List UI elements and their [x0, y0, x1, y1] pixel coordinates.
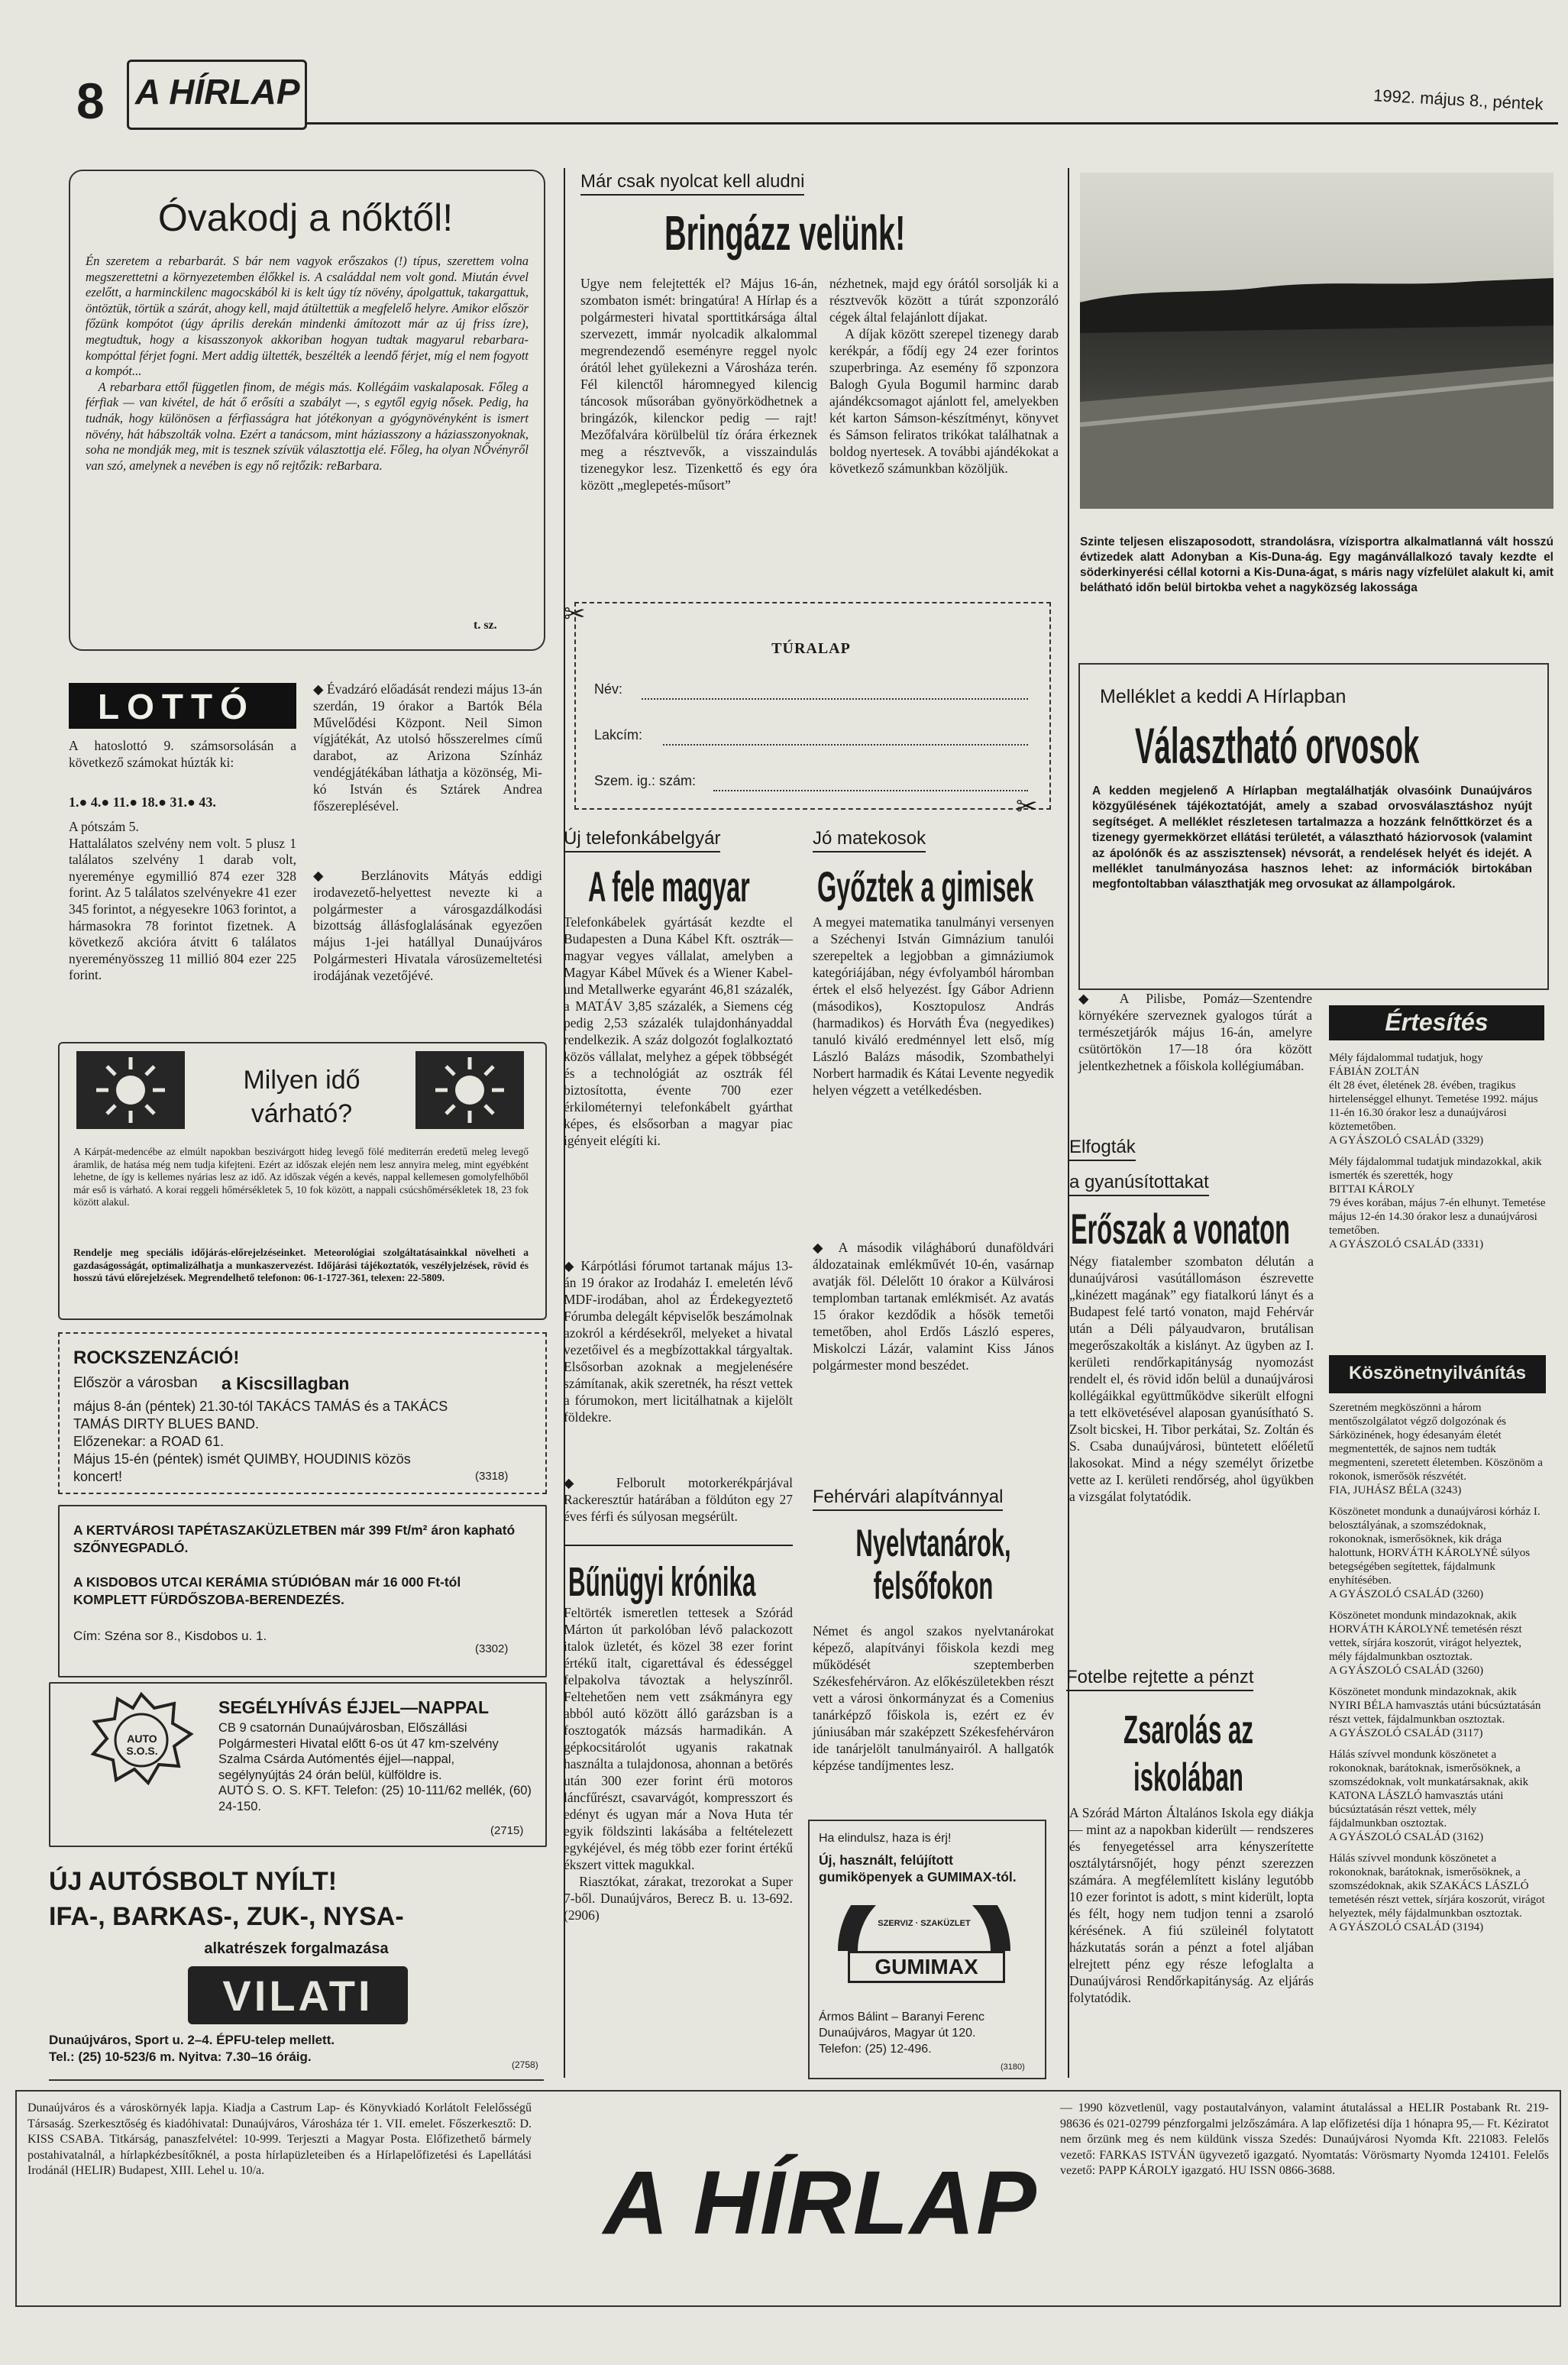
- koszonet-banner: [1329, 1355, 1546, 1393]
- bringazz-kicker: Már csak nyolcat kell aludni: [580, 171, 804, 196]
- gumimax-logo-text: GUMIMAX: [848, 1951, 1005, 1983]
- telefonkabel-kicker: Új telefonkábelgyár: [564, 828, 720, 852]
- header-rule: [306, 122, 1558, 125]
- erdoszak-kicker2: a gyanúsítottakat: [1069, 1172, 1209, 1196]
- header-date: 1992. május 8., péntek: [1372, 86, 1544, 114]
- gumimax-address: Ármos Bálint – Baranyi Ferenc Dunaújváros, Magyar út 120. Telefon: (25) 12-496.: [819, 2011, 984, 2056]
- masthead-text: A HÍRLAP: [135, 72, 300, 112]
- vilati-logo: [188, 1966, 408, 2024]
- gumimax-code: (3180): [1001, 2062, 1025, 2072]
- footer-left-text: Dunaújváros és a városkörnyék lapja. Kiadja a Castrum Lap- és Könyvkiadó Korlátolt Felelősségű Társaság. Szerkesztőség és kiadóhivatal: Dunaújváros, Városháza tér 1. VII. emelet. Főszerkesztő: D. KISS CSABA. Titkárság, panaszfelvétel: 10-999. Terjeszti a Magyar Posta. Előfizethető bármely postahivatalnál, a hírlapkézbesítőknél, a posta hírlapüzleteiben és a Hírlapelőfizetési és Lapellátási Irodánál (HELIR) Budapest, XIII. Lehel u. 10/a.: [27, 2101, 535, 2177]
- rock-body: május 8-án (péntek) 21.30-tól TAKÁCS TAMÁS és a TAKÁCS TAMÁS DIRTY BLUES BAND. Előzenekar: a ROAD 61. Május 15-én (péntek) ismét QUIMBY, HOUDINIS közös koncert!: [73, 1399, 448, 1484]
- turalap-name-label: Név:: [594, 681, 623, 697]
- zsarolas-kicker: Fotelbe rejtette a pénzt: [1066, 1667, 1253, 1691]
- zsarolas-title: Zsarolás az iskolában: [1123, 1708, 1253, 1800]
- matek-body: A megyei matematika tanulmányi versenyen a Széchenyi István Gimnázium tanulói szerepeltek a legjobban a gimnáziumok kategóriájában, négy évfolyamból háromban értek el első helyezést. Így Gábor Adrienn (másodikos), Kosztopulosz András (harmadikos) és Horváth Éva (negyedikes) tanuló kiváló eredménnyel lett első, míg László Balázs második, Szombathelyi Norbert harmadik és Kátai Levente negyedik helyen végzett a vetélkedésben.: [813, 914, 1058, 1098]
- weather-bold: Rendelje meg speciális időjárás-előrejelzéseinket. Meteorológiai szolgáltatásainkkal növelheti a gazdaságosságát, optimalizálhatja a munkaszervezést. Időjárási tájékoztatók, veszélyjelzések, rövid és hosszú távú előrejelzések. Megrendelhető telefonon: 06-1-1727-361, telexen: 22-5809.: [73, 1247, 532, 1283]
- ovakodj-body: Én szeretem a rebarbarát. S bár nem vagyok erőszakos (!) típus, szerettem volna megszerettetni a környezetemben élőkkel is. A családdal nem volt gond. Miután évvel ezelőtt, a harminckilenc magocskából ki is kelt úgy tíz növény, ápolgattuk, takargattuk, öntöztük, törtük a szárát, ahogy kell, majd átültettük a megfelelő helyre. Amikor először főzünk kompótot (úgy április derekán mindenki ámítozott már az új friss ízre), megtudtuk, hogy a kisasszonyok akkoriban hogyan tudtak magyarul rebarbara-kompóttal férjet fogni. Mert addig ültették, beszélték a leendő férjet, míg el nem fogyott a kompót... A rebarbara ettől független finom, de mégis más. Kollégáim vaskalaposak. Főleg a férfiak — van kivétel, de hát ő erősíti a szabályt —, s egytől egyig nősek. Pedig, ha tudnák, hogy különösen a férfiasságra hat jótékonyan a gyógynövényként is ismert növény, hát hábszolták volna. Ezért a tanácsom, mint háziasszony a háziasszonyoknak, soha ne mondják meg, mit is tesznek szívük választottja elé. Főleg, ha olyan NŐvényről van szó, amelynek a nevében is egy nő rejtőzik: reBarbara.: [86, 254, 529, 473]
- ertesites-banner: [1329, 1005, 1544, 1040]
- thanks-notice: Köszönetet mondunk a dunaújvárosi kórház I. belosztályának, a szomszédoknak, rokonoknak, ismerősöknek, kik drága halottunk, HORVÁTH KÁROLYNÉ súlyos betegségében segítettek, fájdalmunk enyhítésében. A GYÁSZOLÓ CSALÁD (3260): [1329, 1506, 1541, 1600]
- turalap-name-field[interactable]: [642, 697, 1028, 700]
- footer-right-text: — 1990 közvetlenül, vagy postautalványon, valamint átutalással a HELIR Postabank Rt. 219-98636 és 021-02799 pénzforgalmi jelzőszámára. A lap előfizetési díja 1 hónapra 95,— Ft. Kéziratot nem őrzünk meg és nem küldünk vissza Szedés: Dunaújvárosi Nyomda Kft. 221083. Felelős vezető: FARKAS ISTVÁN ügyvezető igazgató. Nyomtatás: Vörösmarty Nyomda 124101. Felelős vezető: PAPP KÁROLY igazgató. HU ISSN 0866-3688.: [1060, 2101, 1552, 2177]
- autos-logo-text: AUTO S.O.S.: [126, 1732, 158, 1757]
- koszonet-list: [1329, 1401, 1546, 1942]
- pilisbe-note: ◆ A Pilisbe, Pomáz—Szentendre környékére szerveznek gyalogos túrát a természetjárók május 16-án, amelyre csütörtökön 17—18 óra között jelentkezhetnek a főiskola kollégiumában.: [1078, 991, 1316, 1073]
- obituary-notice: Mély fájdalommal tudatjuk, hogy FÁBIÁN ZOLTÁN élt 28 évet, életének 28. évében, tragikus hirtelenséggel elhunyt. Temetése 1992. május 11-én 16.30 órakor lesz a dunaújvárosi köztemetőben. A GYÁSZOLÓ CSALÁD (3329): [1329, 1052, 1538, 1147]
- matek-title: Győztek a gimisek: [817, 862, 1034, 911]
- weather-body: A Kárpát-medencébe az elmúlt napokban beszivárgott hideg levegő fölé mediterrán eredetű meleg levegő áramlik, de hatása még nem tudja kifejteni. Ezért az időszak elején nem lesz annyira meleg, mint egyébként lehetne, de így is kellemes nyárias lesz az idő. Az időszak végén a kevés, nappal kellemesen gomolyfelhőből már eső is várható. A korai reggeli hőmérsékletek 5, 10 fok között, a nappali csúcshőmérsékletek 18, 23 fok között alakul.: [73, 1146, 532, 1208]
- photo-caption: Szinte teljesen eliszaposodott, strandolásra, vízisportra alkalmatlanná vált hosszú évtizedek alatt Adonyban a Kis-Duna-ág. Egy magánvállalkozó tavaly kezdte el söderkinyerési céllal kotorni a Kis-Duna-ágat, s máris nagy vízfelület alakult ki, amit belátható időn belül birtokba vehet a nagyközség lakossága: [1080, 535, 1553, 594]
- evadzaro-text: ◆ Évadzáró előadását rendezi május 13-án szerdán, 19 órakor a Bartók Béla Művelődési Központ. Neil Simon vígjátékát, Az utolsó hősszerelmes című darabot, az Arizona Színház vendégjátékában láthatja a közönség, Mi-kó István és Sztárek Andrea főszereplésével.: [313, 681, 546, 814]
- turalap-id-label: Szem. ig.: szám:: [594, 773, 697, 788]
- sun-icon-left: [76, 1051, 185, 1129]
- vilati-headline2: IFA-, BARKAS-, ZUK-, NYSA-: [49, 1902, 404, 1931]
- melleklet-kicker: Melléklet a keddi A Hírlapban: [1100, 686, 1347, 707]
- thanks-notice: Köszönetet mondunk mindazoknak, akik NYIRI BÉLA hamvasztás utáni búcsúztatásán részt vettek, fájdalmunkban osztoztak. A GYÁSZOLÓ CSALÁD (3117): [1329, 1686, 1541, 1739]
- ertesites-title: Értesítés: [1385, 1008, 1489, 1036]
- lotto-title: LOTTÓ: [98, 687, 255, 726]
- feherv-kicker: Fehérvári alapítvánnyal: [813, 1487, 1003, 1511]
- autos-body: CB 9 csatornán Dunaújvárosban, Előszállási Polgármesteri Hivatal előtt 6-os út 47 km-szelvény Szalma Csárda Autómentés éjjel—nappal, segélynyújtás 24 órán belül, külföldre is. AUTÓ S. O. S. KFT. Telefon: (25) 10-111/62 mellék, (60) 24-150.: [218, 1721, 532, 1813]
- thanks-notice: Szeretném megköszönni a három mentőszolgálatot végző dolgozónak és Sárközinének, hogy édesanyám életét megmentették, de sajnos nem tudták megmenteni, szeretett életemben. Köszönöm a rokonok, ismerősök részvétét. FIA, JUHÁSZ BÉLA (3243): [1329, 1402, 1543, 1496]
- tapeta-p2: A KISDOBOS UTCAI KERÁMIA STÚDIÓBAN már 16 000 Ft-tól KOMPLETT FÜRDŐSZOBA-BERENDEZÉS.: [73, 1574, 461, 1607]
- obituary-notice: Mély fájdalommal tudatjuk mindazokkal, akik ismerték és szerették, hogy BITTAI KÁROLY 79 éves korában, május 7-én elhunyt. Temetése május 12-én 14.30 órakor lesz a dunaújvárosi temetőben. A GYÁSZOLÓ CSALÁD (3331): [1329, 1156, 1546, 1250]
- masodik-note: ◆ A második világháború dunaföldvári áldozatainak emlékművét 10-én, vasárnap avatják föl. Délelőtt 10 órakor a Külvárosi templomban tartanak emlékmisét. Az avatás 15 órakor kezdődik a hősök temetői temetőben, ahol Erdős László esperes, Miskolczi Lázár, valamint Kiss János polgármester mond beszédet.: [813, 1240, 1058, 1373]
- bunugyi-rule: [564, 1545, 793, 1546]
- rock-venue: a Kiscsillagban: [221, 1373, 350, 1393]
- lotto-body: A pótszám 5. Hattalálatos szelvény nem volt. 5 plusz 1 találatos szelvény 1 darab volt, nyereménye egymillió 874 ezer 328 forint. Az 5 találatos szelvényekre 41 ezer 345 forintot, a négyesekre 1063 forintot, a hármasokra 78 forintot fizetnek. A következő akcióra átvitt 6 találatos nyereményösszeg 11 millió 804 ezer 225 forint.: [69, 819, 296, 983]
- tapeta-p1: A KERTVÁROSI TAPÉTASZAKÜZLETBEN már 399 Ft/m² áron kapható SZŐNYEGPADLÓ.: [73, 1522, 516, 1555]
- feherv-title: Nyelvtanárok, felsőfokon: [855, 1522, 1011, 1607]
- turalap-address-label: Lakcím:: [594, 727, 643, 742]
- ertesites-list: [1329, 1051, 1546, 1259]
- thanks-notice: Köszönetet mondunk mindazoknak, akik HORVÁTH KÁROLYNÉ temetésén részt vettek, sírjára koszorút, virágot helyeztek, mély fájdalmunkban osztoztak. A GYÁSZOLÓ CSALÁD (3260): [1329, 1610, 1522, 1677]
- scissors-icon-bottom: ✂: [1016, 793, 1038, 821]
- telefonkabel-title: A fele magyar: [588, 862, 750, 911]
- lotto-numbers: 1.● 4.● 11.● 18.● 31.● 43.: [69, 794, 216, 810]
- autos-logo-icon: [84, 1690, 199, 1789]
- vilati-headline1: ÚJ AUTÓSBOLT NYÍLT!: [49, 1867, 338, 1896]
- footer-logo: [603, 2121, 1038, 2270]
- autos-title: SEGÉLYHÍVÁS ÉJJEL—NAPPAL: [218, 1697, 490, 1717]
- gumimax-logo-icon: [832, 1905, 1016, 1991]
- melleklet-body: A kedden megjelenő A Hírlapban megtalálhatják olvasóink Dunaújváros közgyűlésének tájékoztatóját, amely a szabad orvosválasztáshoz nyújt segítséget. A melléklet részletesen tartalmazza a hozzánk felnőttkörzet és a tizenegy gyermekkörzet ellátási területét, a választható háziorvosok (valamint az ápolónők és az asszisztensek) névsorát, a rendelések helyét és idejét. A melléklet tanulmányozása hasznos lehet: az információk birtokában megfontoltabban választhatják meg orvosukat az állampolgárok.: [1092, 785, 1532, 891]
- berzlanovits-text: ◆ Berzlánovits Mátyás eddigi irodavezető-helyettest nevezte ki a polgármester a városgazdálkodási bizottság állásfoglalásának egyezően május 1-jei hatállyal Dunaújváros Polgármesteri Hivatala városüzemeltetési irodájának vezetőjévé.: [313, 868, 546, 983]
- rock-code: (3318): [475, 1470, 509, 1483]
- autos-code: (2715): [490, 1824, 524, 1837]
- tapeta-address: Cím: Széna sor 8., Kisdobos u. 1.: [73, 1629, 267, 1643]
- felborult-note: ◆ Felborult motorkerékpárjával Rackeresztúr határában a földúton egy 27 éves férfi és súlyosan megsérült.: [564, 1475, 797, 1524]
- masthead: [127, 60, 307, 130]
- ovakodj-signature: t. sz.: [474, 619, 497, 632]
- bringazz-col1: Ugye nem felejtették el? Május 16-án, szombaton ismét: bringatúra! A Hírlap és a polgármesteri hivatal sporttitkársága által szervezett, immár nyolcadik alkalommal megrendezendő eseményre reggel nyolc órától lehet gyülekezni a Városháza terén. Fél kilenctől háromnegyed kilencig táncosok műsorában gyönyörködhetnek a bringázók, kilenckor pedig — rajt! Mezőfalvára körülbelül tíz órára érkeznek meg a résztvevők, a visszaindulás tizenegykor lesz. Tizenkettő és egy óra között „meglepetés-műsort”: [580, 276, 821, 493]
- vilati-logo-text: VILATI: [222, 1972, 373, 2020]
- vilati-sub: alkatrészek forgalmazása: [204, 1940, 389, 1957]
- turalap-id-field[interactable]: [713, 788, 1028, 791]
- vilati-code: (2758): [512, 2059, 538, 2070]
- gumimax-ring-text: SZERVIZ · SZAKÜZLET: [878, 1919, 971, 1928]
- gumimax-line1: Ha elindulsz, haza is érj!: [819, 1832, 952, 1845]
- bunugyi-title: Bűnügyi krónika: [568, 1559, 756, 1605]
- thanks-notice: Hálás szívvel mondunk köszönetet a rokonoknak, barátoknak, ismerősöknek, a szomszédoknak, volt munkatársaknak, akik KATONA LÁSZLÓ hamvasztás utáni búcsúztatásán részt vettek, mély fájdalmunkban osztoztak. A GYÁSZOLÓ CSALÁD (3162): [1329, 1749, 1529, 1843]
- lotto-intro: A hatoslottó 9. számsorsolásán a következő számokat húzták ki:: [69, 738, 300, 770]
- photo-adony: [1080, 173, 1553, 509]
- telefonkabel-body: Telefonkábelek gyártását kezdte el Budapesten a Duna Kábel Kft. osztrák—magyar vegyes vállalat, amelyben a Magyar Kábel Művek és a Wiener Kabel- und Metallwerke egyaránt 46,81 százalék, a MATÁV 3,85 százalék, a Siemens cég pedig 2,53 százalék tulajdonhányaddal rendelkezik. A száz dolgozót foglalkoztató közös vállalat, melyhez a gépek többségét és a technológiát az osztrák fél biztosította, évente 700 ezer érkilométernyi telefonkábelt gyárthat képes, és elsősorban a magyar piac igényeit elégíti ki.: [564, 914, 797, 1148]
- bringazz-col2: nézhetnek, majd egy órától sorsolják ki a résztvevők között a túrát szponzoráló cégek által felajánlott díjakat. A díjak között szerepel tizenegy darab kerékpár, a fődíj egy 24 ezer forintos szuperbringa. Az esemény fő szponzora Balogh Gyula Bogumil harminc darab ajándékcsomagot ajánlott fel, amelyekben két karton Sámson-készítményt, könyvet és Sámson feliratos trikókat találhatnak a boldog nyertesek. A további ajándékokat a következő számunkban közöljük.: [829, 276, 1059, 476]
- weather-title: Milyen idő várható?: [243, 1066, 360, 1128]
- bringazz-title: Bringázz velünk!: [664, 205, 906, 260]
- scissors-icon-top: ✂: [564, 600, 586, 629]
- rock-line1: Először a városban: [73, 1375, 198, 1391]
- ovakodj-title: Óvakodj a nőktől!: [157, 196, 454, 239]
- turalap-address-field[interactable]: [663, 742, 1028, 746]
- sun-icon-right: [415, 1051, 524, 1129]
- bunugyi-body: Feltörték ismeretlen tettesek a Szórád Márton út parkolóban lévő palackozott italok üzletét, és közel 38 ezer forint értékű italt, cigarettával és édességgel felpakolva távoztak a helyszínről. Feltehetően nem vett zsákmányra egy abból autó között álló garázsban is a fosztogatók mázsás harmadikán. A gépkocsitárolót ugyanis rakatnak használta a tulajdonosa, ahonnan a betörés után 300 ezer forint érü motoros láncfűrészt, csavarvágót, kompresszort és edényt és ugyan már a Nova Huta tér egyik földszinti lakásába a feltételezett egykéjével, és még több ezer forint értékű ékszert vittek magukkal. Riasztókat, zárakat, trezorokat a Super 7-ből. Dunaújváros, Berecz B. u. 13-692. (2906): [564, 1605, 794, 1923]
- karpotlasi-note: ◆ Kárpótlási fórumot tartanak május 13-án 19 órakor az Irodaház I. emeletén lévő MDF-irodában, ahol az Érdekegyeztető Fórumba delegált képviselők beszámolnak azokról a kérdésekről, melyeket a hivatal vezetőivel és a megbízottakkal tárgyaltak. Elsősorban azoknak a megjelenésére számítanak, akik szeretnék, ha részt vettek a fórumokon, mert licitálhatnak a kijelölt földekre.: [564, 1258, 797, 1425]
- matek-kicker: Jó matekosok: [813, 828, 926, 852]
- vilati-address: Dunaújváros, Sport u. 2–4. ÉPFU-telep mellett. Tel.: (25) 10-523/6 m. Nyitva: 7.30–16 óráig.: [49, 2033, 335, 2064]
- zsarolas-body: A Szórád Márton Általános Iskola egy diákja — mint az a napokban kiderült — rendszeres és fenyegetéssel arra kényszerítette osztálytársnőjét, hogy pénzt szerezzen számára. A megfélemlített kislány legutóbb 10 ezer forintot is adott, s mint kiderült, lopta és félt, hogy nem tudjon tenni a zsaroló kérésének. A fiú szüleinél folytatott házkutatás során a pénzt a fotel aljában elrejtett pénz egy része lefoglalta a Dunaújvárosi Rendőrkapitányság. Az eljárás folytatódik.: [1069, 1805, 1317, 2005]
- melleklet-title: Választható orvosok: [1135, 717, 1420, 774]
- rock-title: ROCKSZENZÁCIÓ!: [73, 1348, 240, 1368]
- gumimax-line2: Új, használt, felújított gumiköpenyek a GUMIMAX-tól.: [819, 1852, 1017, 1885]
- footer-logo-text: A HÍRLAP: [603, 2153, 1038, 2253]
- erdoszak-title: Erőszak a vonaton: [1071, 1205, 1290, 1253]
- erdoszak-kicker1: Elfogták: [1069, 1137, 1136, 1161]
- page-number: 8: [76, 73, 105, 129]
- feherv-body: Német és angol szakos nyelvtanárokat képező, alapítványi főiskola kezdi meg működését szeptemberben Székesfehérváron. Az előkészületekben részt vett a városi önkormányzat és a Comenius tanárképző főiskola is, ezért ez év júniusában már szaképzett Székesfehérváron ide tanárjelölt tanulmányairól. A hallgatók képzése tandíjmentes lesz.: [813, 1623, 1058, 1773]
- koszonet-title: Köszönetnyilvánítás: [1348, 1363, 1527, 1383]
- thanks-notice: Hálás szívvel mondunk köszönetet a rokonoknak, barátoknak, ismerősöknek, a szomszédoknak, akik SZAKÁCS LÁSZLÓ temetésén részt vettek, sírjára koszorút, virágot helyeztek, mély fájdalmunkban osztoztak. A GYÁSZOLÓ CSALÁD (3194): [1329, 1852, 1545, 1933]
- erdoszak-body: Négy fiatalember szombaton délután a dunaújvárosi vasútállomáson észrevette „kinézett magának” egy fiatalkorú lányt és a Budapest felé tartó vonaton, majd Fehérvár után a Déli pályaudvaron, brutálisan megerőszakolták a kislányt. Az ügyben az I. kerületi rendőrkapitányság nyomozást rendelt el, és rövid időn belül a dunaújvárosi kollégáikkal együttműködve sikerült elfogni a tett elkövetésével alaposan gyanúsítható S. Zsolt bicskei, H. Tibor perkátai, Sz. Zoltán és S. Csaba dunaújvárosi, büntetett előéletű lakosokat. Mind a négy személyt őrizetbe vette az I. kerületi rendőrség, ahol ügyükben a vizsgálat folytatódik.: [1069, 1254, 1317, 1504]
- turalap-title: TÚRALAP: [771, 640, 851, 657]
- tapeta-code: (3302): [475, 1642, 509, 1655]
- lotto-banner: [69, 683, 296, 729]
